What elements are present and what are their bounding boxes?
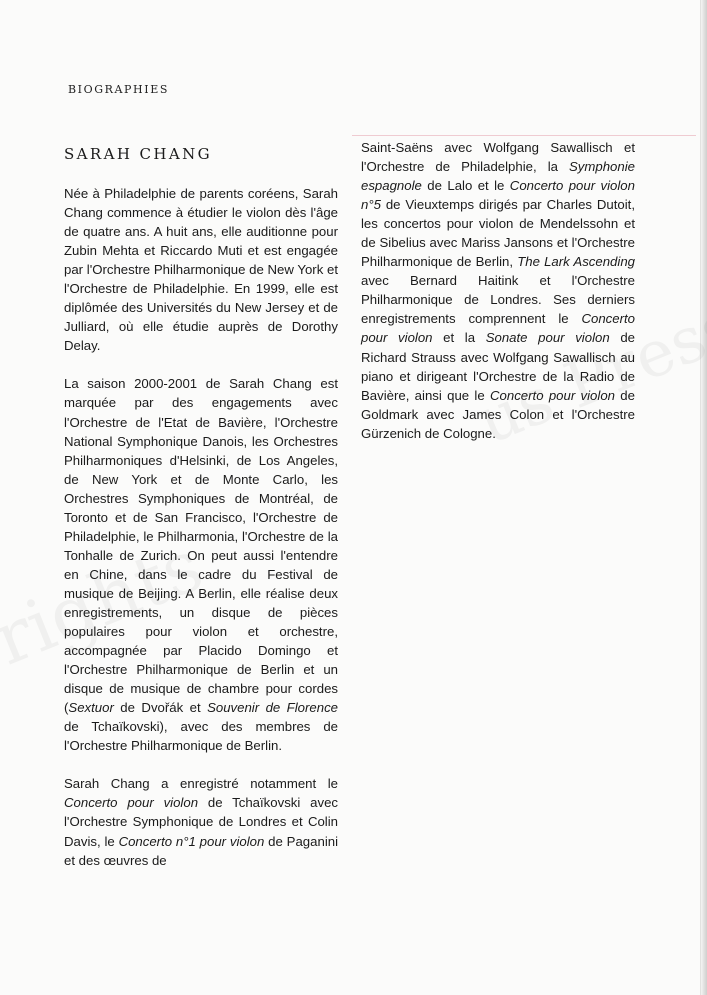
paragraph-season-2000: La saison 2000-2001 de Sarah Chang est marquée par des engagements avec l'Orchestre de l'Etat de Bavière, l'Orchestre National Symphonique Danois, les Orchestres Philharmoniques d'Helsinki, de Los Angeles, de New York et de Monte Carlo, les Orchestres Symphoniques de Montréal, de Toronto et de San Francisco, l'Orchestre de Philadelphie, le Philharmonia, l'Orchestre de la Tonhalle de Zurich. On peut aussi l'entendre en Chine, dans le cadre du Festival de musique de Beijing. A Berlin, elle réalise deux enregistrements, un disque de pièces populaires pour violon et orchestre, accompagnée par Placido Domingo et l'Orchestre Philharmonique de Berlin et un disque de musique de chambre pour cordes (Sextuor de Dvořák et Souvenir de Florence de Tchaïkovski), avec des membres de l'Orchestre Philharmonique de Berlin. (64, 376, 338, 754)
right-column (361, 138, 635, 443)
paragraph-recordings: Sarah Chang a enregistré notamment le Concerto pour violon de Tchaïkovski avec l'Orchestre Symphonique de Londres et Colin Davis, le Concerto n°1 pour violon de Paganini et des œuvres de (64, 776, 339, 868)
left-column (64, 184, 338, 870)
paragraph-recordings-continued: Saint-Saëns avec Wolfgang Sawallisch et l'Orchestre de Philadelphie, la Symphonie espagnole de Lalo et le Concerto pour violon n°5 de Vieuxtemps dirigés par Charles Dutoit, les concertos pour violon de Mendelssohn et de Sibelius avec Mariss Jansons et l'Orchestre Philharmonique de Berlin, The Lark Ascending avec Bernard Haitink et l'Orchestre Philharmonique de Londres. Ses derniers enregistrements comprennent le Concerto pour violon et la Sonate pour violon de Richard Strauss avec Wolfgang Sawallisch au piano et dirigeant l'Orchestre de la Radio de Bavière, ainsi que le Concerto pour violon de Goldmark avec James Colon et l'Orchestre Gürzenich de Cologne. (361, 140, 635, 441)
section-label: BIOGRAPHIES (68, 83, 169, 96)
artist-name-heading: SARAH CHANG (64, 145, 212, 163)
paragraph-early-life: Née à Philadelphie de parents coréens, Sarah Chang commence à étudier le violon dès l'âge de quatre ans. A huit ans, elle auditionne pour Zubin Mehta et Riccardo Muti et est engagée par l'Orchestre Philharmonique de New York et l'Orchestre de Philadelphie. En 1999, elle est diplômée des Universités du New Jersey et de Julliard, où elle étudie auprès de Dorothy Delay. (64, 186, 338, 354)
page-edge-shadow (701, 0, 707, 995)
top-rule (352, 135, 696, 136)
